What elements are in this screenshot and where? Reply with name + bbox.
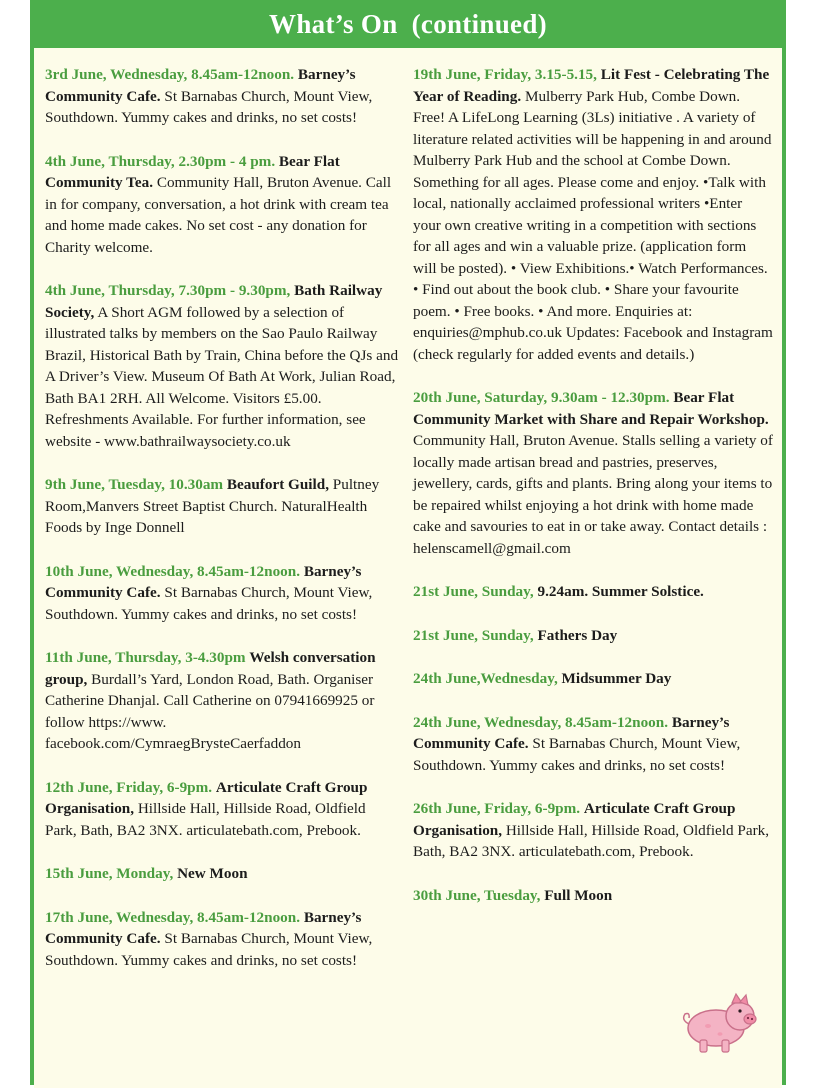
event-details: Hillside Hall, Hillside Road, Oldfield Park, Bath, BA2 3NX. articulatebath.com, Prebook. (45, 800, 366, 839)
event-date: 21st June, Sunday, (413, 583, 534, 600)
event-item (413, 798, 773, 863)
event-date: 9th June, Tuesday, 10.30am (45, 476, 224, 493)
left-column (45, 64, 401, 993)
event-item (45, 561, 401, 626)
event-item (413, 387, 773, 559)
event-title: Barney’s Community Cafe. (413, 713, 730, 752)
event-date: 30th June, Tuesday, (413, 886, 541, 904)
event-item (45, 863, 401, 885)
event-title: Welsh conversation group, (45, 649, 376, 688)
event-date: 24th June, Wednesday, 8.45am-12noon. (413, 713, 669, 731)
event-title: Lit Fest - Celebrating The Year of Reading. (413, 66, 770, 105)
event-title: Articulate Craft Group Organisation, (413, 800, 736, 839)
event-details: Pultney Room,Manvers Street Baptist Church. NaturalHealth Foods by Inge Donnell (45, 476, 380, 536)
event-item (45, 907, 401, 972)
event-title: New Moon (177, 865, 248, 882)
event-details: St Barnabas Church, Mount View, Southdown. Yummy cakes and drinks, no set costs! (45, 584, 373, 623)
event-date: 21st June, Sunday, (413, 626, 534, 644)
event-item (413, 625, 773, 647)
page-title: What’s On (continued) (269, 8, 547, 39)
event-item (413, 581, 773, 603)
event-item (45, 474, 401, 539)
event-title: Barney’s Community Cafe. (45, 562, 362, 601)
event-date: 26th June, Friday, 6-9pm. (413, 800, 581, 817)
event-details: St Barnabas Church, Mount View, Southdown. Yummy cakes and drinks, no set costs! (45, 930, 373, 969)
event-date: 24th June,Wednesday, (413, 670, 558, 687)
event-details: A Short AGM followed by a selection of illustrated talks by members on the Sao Paulo Railway Brazil, Historical Bath by Train, China before the QJs and A Driver’s View. Museum Of Bath At Work, Julian Road, Bath BA1 2RH. All Welcome. Visitors £5.00. Refreshments Available. For further information, see website - www.bathrailwaysociety.co.uk (45, 303, 399, 450)
event-title: Barney’s Community Cafe. (45, 908, 362, 947)
event-title: 9.24am. Summer Solstice. (537, 583, 704, 600)
event-title: Beaufort Guild, (226, 476, 329, 493)
event-title: Bath Railway Society, (45, 282, 383, 321)
event-item (413, 668, 773, 690)
event-details: Mulberry Park Hub, Combe Down. Free! A LifeLong Learning (3Ls) initiative . A variety of literature related activities will be happening in and around Mulberry Park Hub and the school at Combe Down. Something for all ages. Please come and enjoy. •Talk with local, nationally acclaimed professional writers •Enter your own creative writing in a competition with sections for all ages and win a valuable prize. (application form will be posted). • View Exhibitions.• Watch Performances. • Find out about the book club. • Share your favourite poem. • Free books. • And more. Enquiries at: enquiries@mphub.co.uk Updates: Facebook and Instagram (check regularly for added events and details.) (413, 87, 773, 363)
event-date: 3rd June, Wednesday, 8.45am-12noon. (45, 66, 295, 83)
event-title: Articulate Craft Group Organisation, (45, 778, 368, 817)
event-date: 4th June, Thursday, 7.30pm - 9.30pm, (45, 282, 291, 299)
event-date: 11th June, Thursday, 3-4.30pm (45, 649, 246, 666)
event-date: 19th June, Friday, 3.15-5.15, (413, 66, 597, 83)
event-item (413, 64, 773, 365)
right-column (413, 64, 773, 928)
event-details: Community Hall, Bruton Avenue. Stalls selling a variety of locally made artisan bread and pastries, preserves, jewellery, cards, gifts and plants. Bring along your items to be repaired whilst enjoying a hot drink with home made cake and savouries to eat in or take away. Contact details : helenscamell@gmail.com (413, 432, 773, 557)
event-details: St Barnabas Church, Mount View, Southdown. Yummy cakes and drinks, no set costs! (413, 735, 741, 774)
event-title: Fathers Day (537, 626, 618, 644)
event-title: Midsummer Day (561, 670, 672, 687)
event-date: 4th June, Thursday, 2.30pm - 4 pm. (45, 152, 276, 170)
event-title: Full Moon (544, 886, 613, 904)
event-details: Community Hall, Bruton Avenue. Call in for company, conversation, a hot drink with cream tea and home made cakes. No set cost - any donation for Charity welcome. (45, 174, 392, 256)
event-item (45, 777, 401, 842)
event-date: 20th June, Saturday, 9.30am - 12.30pm. (413, 389, 670, 406)
event-details: Hillside Hall, Hillside Road, Oldfield Park, Bath, BA2 3NX. articulatebath.com, Prebook. (413, 821, 770, 860)
event-item (45, 64, 401, 129)
event-item (45, 280, 401, 452)
event-details: St Barnabas Church, Mount View, Southdown. Yummy cakes and drinks, no set costs! (45, 87, 373, 126)
event-date: 10th June, Wednesday, 8.45am-12noon. (45, 562, 301, 580)
event-details: Burdall’s Yard, London Road, Bath. Organiser Catherine Dhanjal. Call Catherine on 07941669925 or follow https://www. facebook.com/CymraegBrysteCaerfaddon (45, 670, 375, 752)
event-item (413, 885, 773, 907)
event-date: 17th June, Wednesday, 8.45am-12noon. (45, 908, 301, 926)
event-title: Barney’s Community Cafe. (45, 66, 356, 105)
event-title: Bear Flat Community Tea. (45, 152, 340, 191)
event-date: 15th June, Monday, (45, 865, 174, 882)
event-date: 12th June, Friday, 6-9pm. (45, 778, 213, 796)
event-title: Bear Flat Community Market with Share and Repair Workshop. (413, 389, 769, 428)
pig-icon (676, 988, 760, 1056)
event-item (45, 647, 401, 755)
event-item (45, 151, 401, 259)
event-item (413, 712, 773, 777)
